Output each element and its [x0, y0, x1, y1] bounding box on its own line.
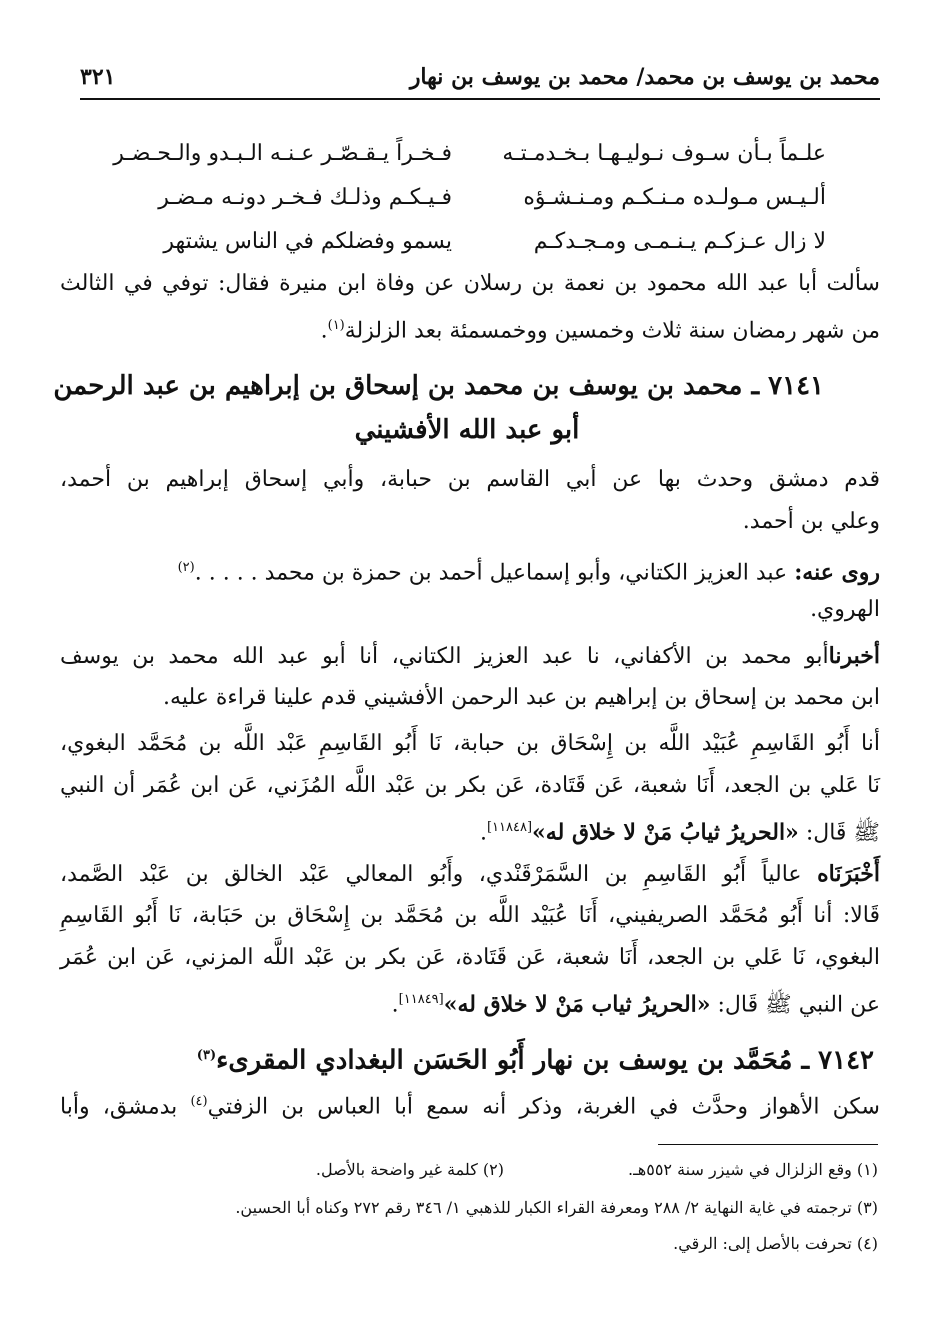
akhbarana-label: أخبرنا — [828, 643, 880, 669]
para4-line2: ابن محمد بن إسحاق بن إبراهيم بن عبد الرحمن الأفشيني قدم علينا قراءة عليه. — [163, 685, 880, 710]
hadith-ref-2: [١١٨٤٩] — [398, 992, 444, 1007]
para5-line2: نَا عَلي بن الجعد، أَنَا شعبة، عَن قَتَادة، عَن بكر بن عَبْد اللَّه المُزَني، عَن ابن عُمَر أن النبي — [60, 773, 880, 798]
footnote-4: (٤) تحرفت بالأصل إلى: الرقي. — [673, 1234, 878, 1253]
para3-line1 — [60, 552, 880, 589]
entry-7141-title-line1: ٧١٤١ ـ محمد بن يوسف بن محمد بن إسحاق بن إبراهيم بن عبد الرحمن — [53, 371, 824, 401]
verse-1-right: علـماً بـأن سـوف نـوليـهـا بـخـدمـتـه — [502, 141, 826, 166]
entry-7142-title — [197, 1040, 874, 1077]
footnote-rule — [658, 1144, 878, 1145]
para1-line1: سألت أبا عبد الله محمود بن نعمة بن رسلان عن وفاة ابن منيرة فقال: توفي في الثالث — [60, 271, 880, 296]
footnote-ref-3: (٣) — [196, 1048, 217, 1063]
footnote-1: (١) وقع الزلزال في شيزر سنة ٥٥٢هـ. — [628, 1160, 878, 1179]
entry-7142-title-text: ٧١٤٢ ـ مُحَمَّد بن يوسف بن نهار أَبُو الحَسَن البغدادي المقرىء — [216, 1045, 874, 1076]
entry-7141-title-line2: أبو عبد الله الأفشيني — [354, 415, 580, 445]
para5-pre: ﷺ قَال: — [805, 820, 880, 846]
para1-line2: من شهر رمضان سنة ثلاث وخمسين ووخمسمئة بعد الزلزلة$^{(١)}$. — [320, 318, 880, 344]
page-number: ٣٢١ — [80, 64, 116, 90]
para6-end: . — [391, 992, 399, 1018]
para4-line1 — [60, 640, 880, 673]
para1-text: من شهر رمضان سنة ثلاث وخمسين ووخمسمئة بعد الزلزلة — [344, 318, 880, 344]
para6-line1 — [60, 858, 880, 891]
para3-text: عبد العزيز الكتاني، وأبو إسماعيل أحمد بن حمزة بن محمد . . . . . — [194, 560, 788, 586]
para6-line4 — [60, 984, 880, 1021]
footnote-3: (٣) ترجمته في غاية النهاية ٢/ ٢٨٨ ومعرفة القراء الكبار للذهبي ١/ ٣٤٦ رقم ٢٧٢ وكناه أبا الحسين. — [235, 1198, 878, 1217]
footnote-ref-1: (١) — [327, 318, 345, 333]
para5-line3 — [60, 812, 880, 849]
para2-line2: وعلي بن أحمد. — [742, 509, 880, 534]
para6-text: عالياً أَبُو القَاسِمِ بن السَّمَرْقَنْدي، وأَبُو المعالي عَبْد الخالق بن عَبْد الصَّمد، — [60, 862, 802, 887]
para6-line3: البغوي، نَا عَلي بن الجعد، أَنَا شعبة، عَن قَتَادة، عَن بكر بن عَبْد اللَّه المزني، عَن ابن عُمَر — [60, 945, 880, 970]
para5-end: . — [479, 820, 487, 846]
verse-2-left: فـيـكـم وذلـك فـخـر دونـه مـضـر — [158, 185, 452, 210]
para6-pre: عن النبي ﷺ قَال: — [717, 992, 880, 1018]
running-header — [80, 58, 880, 100]
footnote-ref-2: (٢) — [177, 560, 195, 575]
para5-line1: أنا أَبُو القَاسِمِ عُبَيْد اللَّه بن إِسْحَاق بن حبابة، نَا أَبُو القَاسِمِ عَبْد اللَّه بن مُحَمَّد البغوي، — [60, 731, 880, 756]
hadith-text-1: «الحريرُ ثيابُ مَنْ لا خلاق له» — [532, 819, 799, 846]
para2-line1: قدم دمشق وحدث بها عن أبي القاسم بن حبابة، وأبي إسحاق إبراهيم بن أحمد، — [60, 467, 880, 492]
para7-line1 — [60, 1086, 880, 1123]
verse-2-right: ألـيـس مـولـده مـنـكـم ومـنـشـؤه — [523, 185, 826, 210]
verse-3-right: لا زال عـزكـم يـنـمـى ومـجـدكـم — [533, 229, 826, 254]
hadith-ref-1: [١١٨٤٨] — [486, 820, 533, 835]
footnote-2: (٢) كلمة غير واضحة بالأصل. — [315, 1160, 504, 1179]
verse-1-left: فـخـراً يـقـصّـر عـنـه الـبـدو والـحـضـر — [113, 141, 452, 166]
verse-3-left: يسمو وفضلكم في الناس يشتهر — [163, 229, 452, 254]
narrators-label: روى عنه: — [794, 559, 880, 586]
hadith-text-2: «الحريرُ ثياب مَنْ لا خلاق له» — [443, 991, 711, 1018]
para3-line2: الهروي. — [810, 597, 880, 622]
footnote-ref-4: (٤) — [190, 1094, 208, 1109]
para7-pre: سكن الأهواز وحدَّث في الغربة، وذكر أنه سمع أبا العباس بن الزفتي — [207, 1094, 880, 1120]
para6-line2: قَالا: أنا أَبُو مُحَمَّد الصريفيني، أَنَا عُبَيْد اللَّه بن مُحَمَّد بن إِسْحَاق بن حَبَابة، نَا أَبُو القَاسِمِ — [60, 903, 880, 928]
akhbaranahu-label: أَخْبَرَنَاه — [817, 861, 880, 887]
para7-post: بدمشق، وأبا — [60, 1094, 178, 1120]
header-title: محمد بن يوسف بن محمد/ محمد بن يوسف بن نهار — [409, 64, 880, 90]
para4-text: أبو محمد بن الأكفاني، نا عبد العزيز الكتاني، أنا أبو عبد الله محمد بن يوسف — [60, 644, 829, 669]
